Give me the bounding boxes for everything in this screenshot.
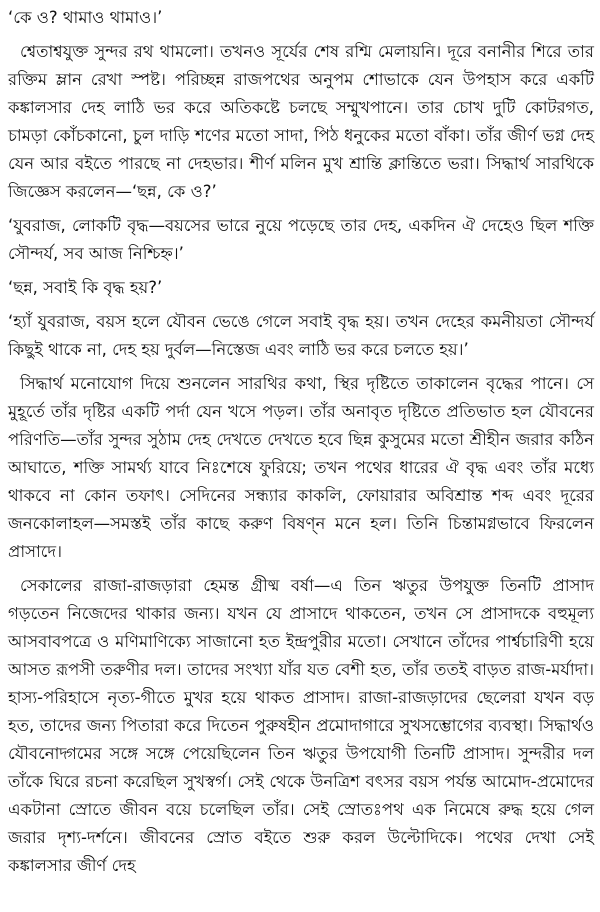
paragraph-charioteer-explains: ‘হ্যাঁ যুবরাজ, বয়স হলে যৌবন ভেঙে গেলে সবাই বৃদ্ধ হয়। তখন দেহের কমনীয়তা সৌন্দর্য কিছুই থাকে না, দেহ হয় দুর্বল—নিস্তেজ এবং লাঠি ভর করে চলতে হয়।’ [8,312,594,359]
paragraph-chariot-stops: শ্বেতাশ্বযুক্ত সুন্দর রথ থামলো। তখনও সূর্যের শেষ রশ্মি মেলায়নি। দূরে বনানীর শিরে তার রক্তিম ম্লান রেখা স্পষ্ট। পরিচ্ছন্ন রাজপথের অনুপম শোভাকে যেন উপহাস করে একটি কঙ্কালসার দেহ লাঠি ভর করে অতিকষ্টে চলছে সম্মুখপানে। তার চোখ দুটি কোটরগত, চামড়া কোঁচকানো, চুল দাড়ি শণের মতো সাদা, পিঠ ধনুকের মতো বাঁকা। তাঁর জীর্ণ ভগ্ন দেহ যেন আর বইতে পারছে না দেহভার। শীর্ণ মলিন মুখ শ্রান্তি ক্লান্তিতে ভরা। সিদ্ধার্থ সারথিকে জিজ্ঞেস করলেন—‘ছন্ন, কে ও?’ [8,42,594,201]
paragraph-question-old-age: ‘ছন্ন, সবাই কি বৃদ্ধ হয়?’ [8,278,163,297]
paragraph-dialogue-stop: ‘কে ও? থামাও থামাও।’ [8,8,163,27]
paragraph-three-palaces: সেকালের রাজা-রাজড়ারা হেমন্ত গ্রীষ্ম বর্ষা—এ তিন ঋতুর উপযুক্ত তিনটি প্রাসাদ গড়তেন নিজেদের থাকার জন্য। যখন যে প্রাসাদে থাকতেন, তখন সে প্রাসাদকে বহুমূল্য আসবাবপত্রে ও মণিমাণিক্যে সাজানো হত ইন্দ্রপুরীর মতো। সেখানে তাঁদের পার্শ্বচারিণী হয়ে আসত রূপসী তরুণীর দল। তাদের সংখ্যা যাঁর যত বেশী হত, তাঁর ততই বাড়ত রাজ-মর্যাদা। হাস্য-পরিহাসে নৃত্য-গীতে মুখর হয়ে থাকত প্রাসাদ। রাজা-রাজড়াদের ছেলেরা যখন বড় হত, তাদের জন্য পিতারা করে দিতেন পুরুষহীন প্রমোদাগারে সুখসম্ভোগের ব্যবস্থা। সিদ্ধার্থও যৌবনোদ্গমের সঙ্গে সঙ্গে পেয়েছিলেন তিন ঋতুর উপযোগী তিনটি প্রাসাদ। সুন্দরীর দল তাঁকে ঘিরে রচনা করেছিল সুখস্বর্গ। সেই থেকে উনত্রিশ বৎসর বয়স পর্যন্ত আমোদ-প্রমোদের একটানা স্রোতে জীবন বয়ে চলেছিল তাঁর। সেই স্রোতঃপথ এক নিমেষে রুদ্ধ হয়ে গেল জরার দৃশ্য-দর্শনে। জীবনের স্রোত বইতে শুরু করল উল্টোদিকে। পথের দেখা সেই কঙ্কালসার জীর্ণ দেহ [8,576,594,875]
paragraph-siddhartha-realizes: সিদ্ধার্থ মনোযোগ দিয়ে শুনলেন সারথির কথা, স্থির দৃষ্টিতে তাকালেন বৃদ্ধের পানে। সে মুহূর্তে তাঁর দৃষ্টির একটি পর্দা যেন খসে পড়ল। তাঁর অনাবৃত দৃষ্টিতে প্রতিভাত হল যৌবনের পরিণতি—তাঁর সুন্দর সুঠাম দেহ দেখতে দেখতে হবে ছিন্ন কুসুমের মতো শ্রীহীন জরার কঠিন আঘাতে, শক্তি সামর্থ্য যাবে নিঃশেষে ফুরিয়ে; তখন পথের ধারের ঐ বৃদ্ধ এবং তাঁর মধ্যে থাকবে না কোন তফাৎ। সেদিনের সন্ধ্যার কাকলি, ফোয়ারার অবিশ্রান্ত শব্দ এবং দূরের জনকোলাহল—সমস্তই তাঁর কাছে করুণ বিষণ্ন মনে হল। তিনি চিন্তামগ্নভাবে ফিরলেন প্রাসাদে। [8,374,594,561]
paragraph-charioteer-answer: ‘যুবরাজ, লোকটি বৃদ্ধ—বয়সের ভারে নুয়ে পড়েছে তার দেহ, একদিন ঐ দেহেও ছিল শক্তি সৌন্দর্য, সব আজ নিশ্চিহ্ন।’ [8,216,594,263]
